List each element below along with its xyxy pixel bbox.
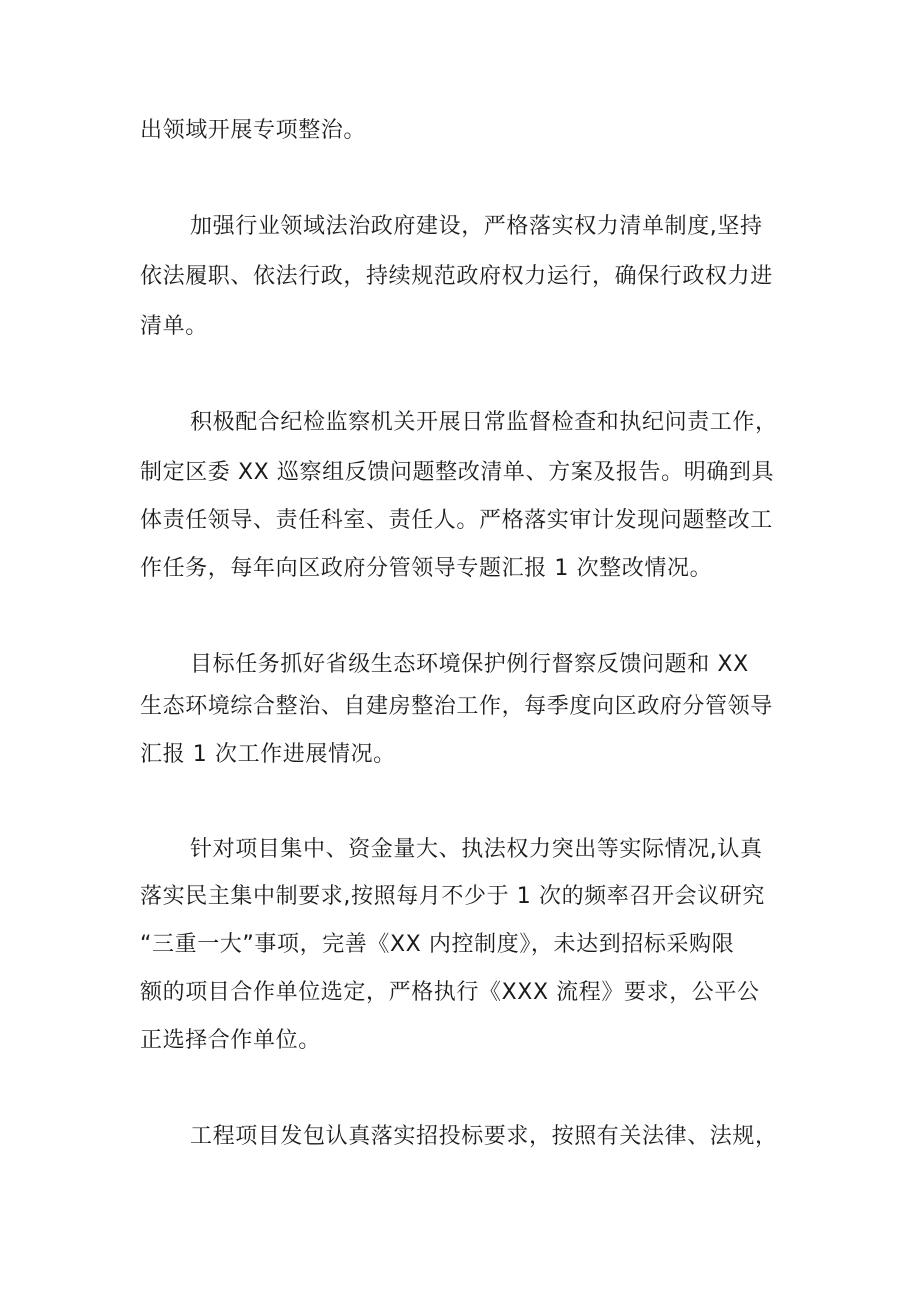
paragraph-5-line-5: 正选择合作单位。	[140, 1028, 321, 1053]
paragraph-2-line-3: 清单。	[140, 314, 208, 339]
paragraph-3-line-4: 作任务，每年向区政府分管领导专题汇报 1 次整改情况。	[140, 556, 713, 581]
paragraph-3-line-3: 体责任领导、责任科室、责任人。严格落实审计发现问题整改工	[140, 508, 773, 533]
paragraph-5-line-2: 落实民主集中制要求,按照每月不少于 1 次的频率召开会议研究	[140, 884, 765, 909]
paragraph-2-line-1: 加强行业领域法治政府建设，严格落实权力清单制度,坚持	[190, 214, 763, 239]
paragraph-3-line-2: 制定区委 XX 巡察组反馈问题整改清单、方案及报告。明确到具	[140, 460, 775, 485]
paragraph-5-line-1: 针对项目集中、资金量大、执法权力突出等实际情况,认真	[190, 837, 763, 862]
paragraph-1-line-1: 出领域开展专项整治。	[140, 118, 367, 143]
paragraph-4-line-3: 汇报 1 次工作进展情况。	[140, 742, 396, 767]
paragraph-6-line-1: 工程项目发包认真落实招投标要求，按照有关法律、法规，	[190, 1124, 778, 1149]
paragraph-4-line-1: 目标任务抓好省级生态环境保护例行督察反馈问题和 XX	[190, 652, 749, 677]
paragraph-5-line-4: 额的项目合作单位选定，严格执行《XXX 流程》要求，公平公	[140, 980, 760, 1005]
paragraph-2-line-2: 依法履职、依法行政，持续规范政府权力运行，确保行政权力进	[140, 264, 773, 289]
paragraph-5-line-3: “三重一大”事项，完善《XX 内控制度》，未达到招标采购限	[140, 932, 735, 957]
paragraph-4-line-2: 生态环境综合整治、自建房整治工作，每季度向区政府分管领导	[140, 694, 773, 719]
paragraph-3-line-1: 积极配合纪检监察机关开展日常监督检查和执纪问责工作，	[190, 410, 778, 435]
